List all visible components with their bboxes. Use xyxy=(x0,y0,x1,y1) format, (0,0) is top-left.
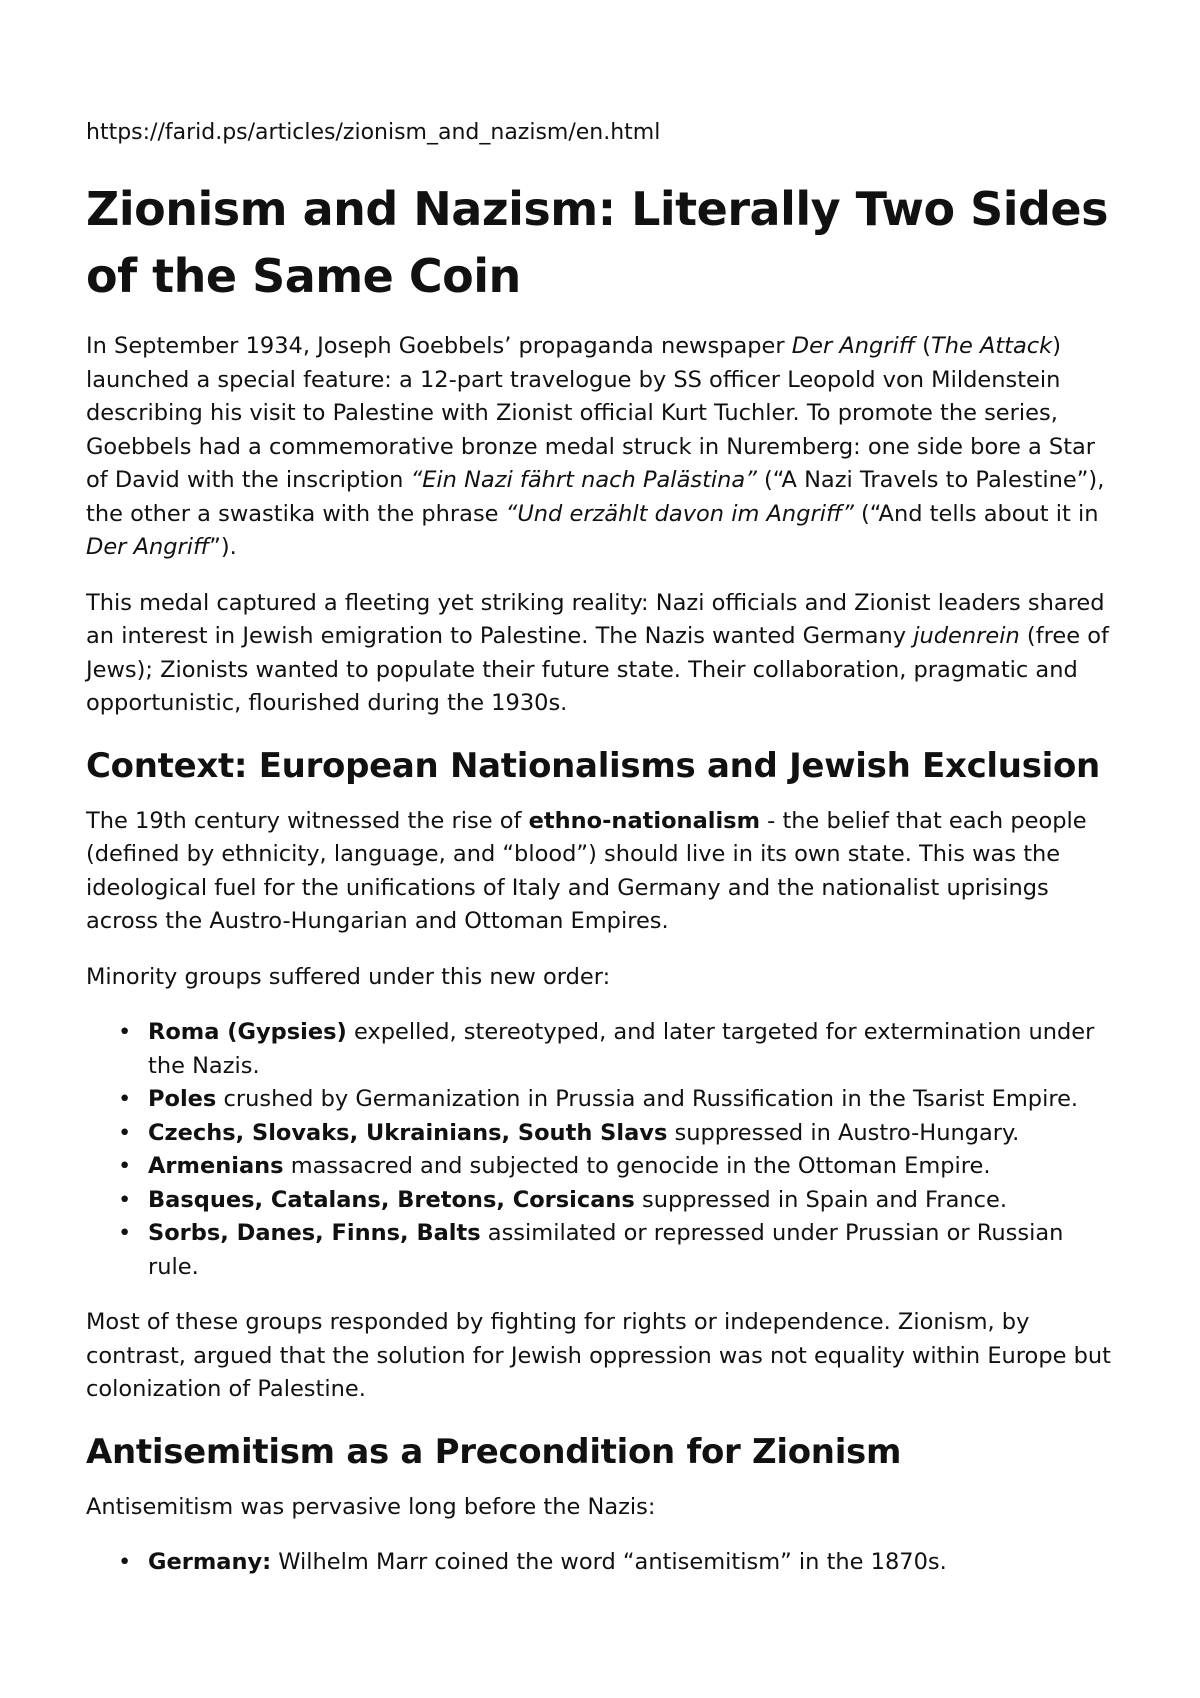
list-item xyxy=(118,1546,1114,1580)
bullet-icon: • xyxy=(118,1119,132,1146)
text-run: The 19th century witnessed the rise of xyxy=(86,807,529,834)
antisemitism-paragraph-1: Antisemitism was pervasive long before the Nazis: xyxy=(86,1493,656,1520)
list-item-text: suppressed in Spain and France. xyxy=(634,1186,1007,1213)
text-run: In September 1934, Joseph Goebbels’ propaganda newspaper xyxy=(86,333,792,359)
list-item-bold: Armenians xyxy=(148,1153,284,1179)
list-item-text: expelled, stereotyped, and later targeted for extermination under the Nazis. xyxy=(148,1019,1095,1079)
section-heading-antisemitism: Antisemitism as a Precondition for Zionism xyxy=(86,1431,902,1472)
list-item-bold: Germany: xyxy=(148,1549,272,1575)
bold-run: ethno-nationalism xyxy=(528,807,761,834)
intro-paragraph-2 xyxy=(86,587,1114,721)
italic-run: “Ein Nazi fährt nach Palästina” xyxy=(410,467,757,493)
list-item-text: assimilated or repressed under Prussian or Russian rule. xyxy=(148,1220,1064,1280)
list-item-text: massacred and subjected to genocide in the Ottoman Empire. xyxy=(283,1153,991,1179)
bullet-icon: • xyxy=(118,1153,132,1179)
list-item-bold: Roma (Gypsies) xyxy=(148,1019,347,1045)
list-item xyxy=(118,1016,1114,1083)
italic-run: judenrein xyxy=(913,623,1020,649)
text-run: This medal captured a fleeting yet striking reality: Nazi officials and Zionist leaders shared an interest in Jewish emigration to Palestine. The Nazis wanted Germany xyxy=(86,589,1105,649)
list-item-text: Wilhelm Marr coined the word “antisemitism” in the 1870s. xyxy=(271,1549,947,1575)
intro-paragraph-1 xyxy=(86,330,1114,565)
context-paragraph-1 xyxy=(86,805,1114,939)
bullet-icon: • xyxy=(118,1220,132,1246)
italic-run: Der Angriff xyxy=(86,534,210,560)
bullet-icon: • xyxy=(118,1019,132,1045)
bullet-icon: • xyxy=(118,1186,132,1213)
list-item-bold: Basques, Catalans, Bretons, Corsicans xyxy=(148,1186,635,1213)
text-run: - the belief that each people (defined by ethnicity, language, and “blood”) should live in its own state. This was the ideological fuel for the unifications of Italy and Germany and the nationalist uprisings across the Austro-Hungarian and Ottoman Empires. xyxy=(86,807,1087,934)
bullet-icon: • xyxy=(118,1086,132,1112)
italic-run: Der Angriff xyxy=(791,333,916,359)
list-item xyxy=(118,1184,1114,1218)
list-item-bold: Sorbs, Danes, Finns, Balts xyxy=(148,1220,481,1246)
section-heading-context: Context: European Nationalisms and Jewish Exclusion xyxy=(86,745,1100,786)
text-run: (“And tells about it in xyxy=(853,500,1099,527)
text-run: ) launched a special feature: a 12-part travelogue by SS officer Leopold von Mildenstein describing his visit to Palestine with Zionist official Kurt Tuchler. To promote the series, Goebbels had a commemorative bronze medal struck in Nuremberg: one side bore a Star of David with the inscription xyxy=(86,333,1096,493)
minority-groups-list xyxy=(86,1016,1114,1284)
text-run: (“A Nazi Travels to Palestine”), the other a swastika with the phrase xyxy=(86,467,1105,527)
text-run: ”). xyxy=(209,534,237,560)
list-item xyxy=(118,1150,1114,1184)
list-item-text: crushed by Germanization in Prussia and Russification in the Tsarist Empire. xyxy=(216,1086,1079,1112)
source-url: https://farid.ps/articles/zionism_and_nazism/en.html xyxy=(86,120,661,145)
list-item xyxy=(118,1117,1114,1151)
page-title: Zionism and Nazism: Literally Two Sides of the Same Coin xyxy=(86,182,1108,303)
context-paragraph-3: Most of these groups responded by fighting for rights or independence. Zionism, by contrast, argued that the solution for Jewish oppression was not equality within Europe but colonization of Palestine. xyxy=(86,1309,1111,1402)
text-run: ( xyxy=(915,333,931,359)
italic-run: “Und erzählt davon im Angriff” xyxy=(505,500,854,527)
text-run: (free of Jews); Zionists wanted to populate their future state. Their collaboration, pragmatic and opportunistic, flourished during the 1930s. xyxy=(86,623,1109,716)
list-item xyxy=(118,1217,1114,1284)
antisemitism-list xyxy=(86,1546,1114,1580)
list-item xyxy=(118,1083,1114,1117)
context-paragraph-2: Minority groups suffered under this new order: xyxy=(86,963,611,990)
list-item-bold: Poles xyxy=(148,1086,217,1112)
list-item-bold: Czechs, Slovaks, Ukrainians, South Slavs xyxy=(148,1119,668,1146)
italic-run: The Attack xyxy=(930,333,1053,359)
bullet-icon: • xyxy=(118,1549,132,1575)
list-item-text: suppressed in Austro-Hungary. xyxy=(667,1119,1020,1146)
